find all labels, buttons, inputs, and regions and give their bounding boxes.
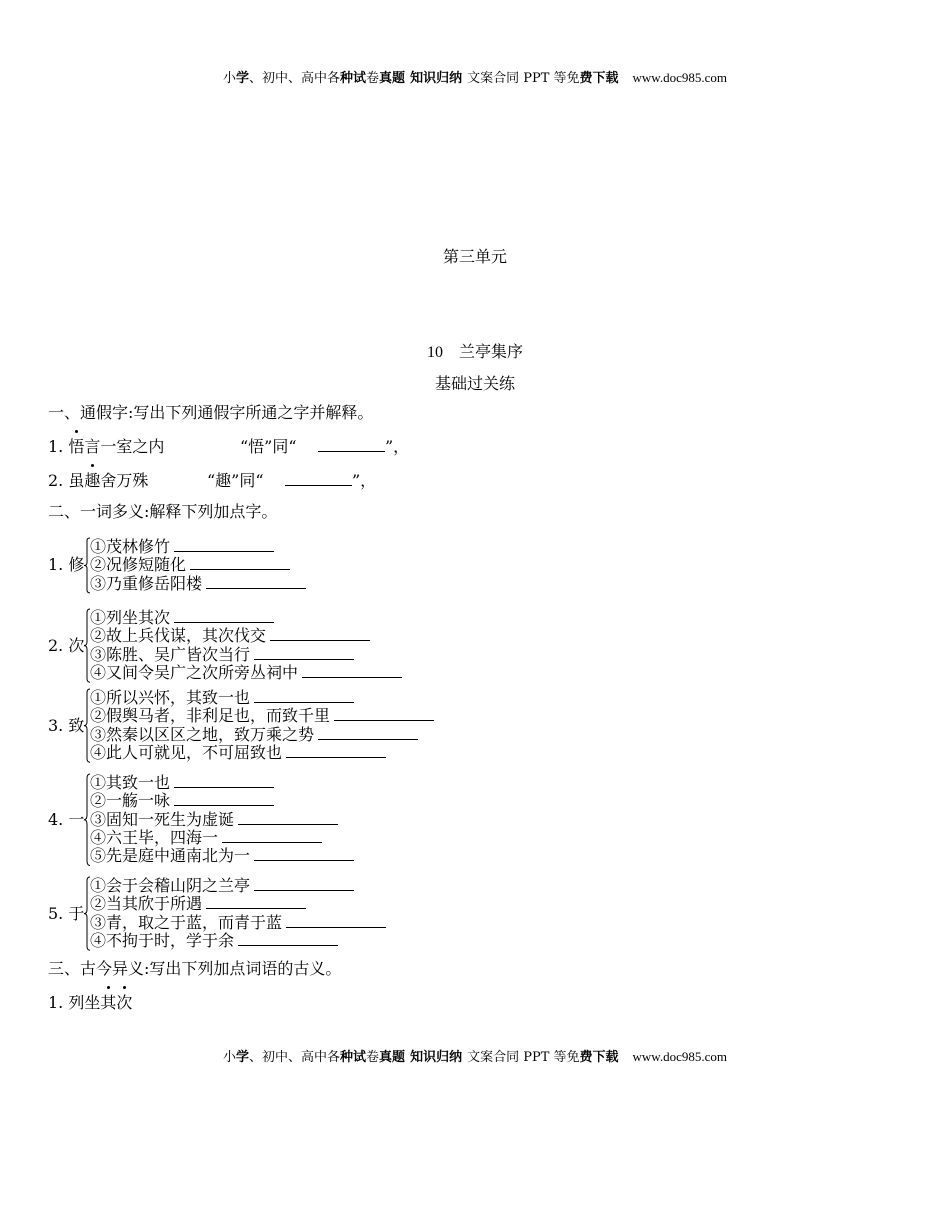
sense-sentence: ④不拘于时，学于余 [90, 930, 235, 950]
sense-item [90, 689, 434, 707]
banner-text: 知识归纳 [410, 71, 463, 86]
group-label: 4. 一 [48, 809, 85, 829]
banner-text: 小 [222, 1050, 236, 1065]
sense-item [90, 744, 434, 762]
practice-subtitle: 基础过关练 [434, 374, 515, 393]
dotted-char: 悟 [68, 437, 85, 456]
item-text: 舍万殊 [100, 471, 149, 490]
group-items [90, 538, 306, 593]
site-banner-footer [0, 1048, 950, 1067]
answer-blank [174, 787, 274, 788]
answer-blank [318, 451, 385, 452]
answer-prompt-end: ”， [352, 471, 377, 490]
banner-text: 种试 [340, 1050, 367, 1065]
answer-blank [254, 860, 354, 861]
sense-item [90, 556, 306, 574]
answer-prompt: “趣”同“ [207, 471, 264, 490]
polysemy-group [48, 689, 434, 762]
banner-text: 、初中、高中各 [249, 1050, 341, 1065]
answer-blank [318, 739, 418, 740]
group-label: 1. 修 [48, 555, 85, 575]
answer-blank [302, 677, 402, 678]
group-items [90, 689, 434, 762]
item-text: 2. 虽 [48, 471, 85, 490]
banner-text: 知识归纳 [410, 1050, 463, 1065]
sense-item [90, 538, 306, 556]
group-label: 3. 致 [48, 715, 85, 735]
sense-item [90, 707, 434, 725]
answer-prompt-end: ”， [385, 437, 410, 456]
lesson-heading [0, 343, 950, 362]
answer-blank [206, 908, 306, 909]
sense-sentence: ①会于会稽山阴之兰亭 [90, 876, 251, 895]
sense-item [90, 774, 354, 792]
banner-url: www.doc985.com [632, 70, 728, 85]
sense-sentence: ③陈胜、吴广皆次当行 [90, 644, 251, 664]
brace-icon [84, 538, 90, 593]
banner-text: 费下载 [579, 71, 619, 86]
tongjia-answer [207, 472, 376, 490]
lesson-number: 10 [426, 344, 443, 361]
answer-blank [222, 842, 322, 843]
sense-item [90, 792, 354, 810]
sense-sentence: ①茂林修竹 [90, 537, 171, 556]
polysemy-group [48, 538, 306, 593]
unit-title: 第三单元 [442, 247, 507, 266]
brace-icon [84, 877, 90, 950]
polysemy-group [48, 609, 402, 682]
sense-item [90, 609, 402, 627]
sense-sentence: ②一觞一咏 [90, 791, 171, 811]
sense-sentence: ⑤先是庭中通南北为一 [90, 846, 251, 866]
banner-text: 学 [235, 1050, 249, 1065]
lesson-title: 兰亭集序 [458, 342, 523, 361]
sense-sentence: ③乃重修岳阳楼 [90, 573, 203, 593]
answer-blank [286, 757, 386, 758]
group-items [90, 609, 402, 682]
answer-blank [254, 890, 354, 891]
section-heading-tongjia: 一、通假字:写出下列通假字所通之字并解释。 [48, 403, 374, 422]
banner-text: 、初中、高中各 [249, 71, 341, 86]
sense-sentence: ③固知一死生为虚诞 [90, 809, 235, 829]
item-text: 1. [48, 437, 69, 456]
sense-sentence: ②当其欣于所遇 [90, 894, 203, 914]
banner-text: 费下载 [579, 1050, 619, 1065]
sense-sentence: ①所以兴怀，其致一也 [90, 688, 251, 707]
banner-text: 真题 [379, 1050, 406, 1065]
brace-icon [84, 609, 90, 682]
group-items [90, 877, 386, 950]
tongjia-item [48, 471, 377, 490]
tongjia-answer [240, 438, 409, 456]
polysemy-group [48, 877, 386, 950]
site-banner-header [0, 69, 950, 88]
answer-blank [190, 569, 290, 570]
sense-item [90, 575, 306, 593]
polysemy-group [48, 774, 354, 865]
tongjia-item [48, 437, 410, 456]
brace-icon [84, 689, 90, 762]
dotted-char: 趣 [84, 471, 101, 490]
sense-sentence: ②故上兵伐谋，其次伐交 [90, 626, 267, 646]
banner-text: 种试 [340, 71, 367, 86]
sense-item [90, 664, 402, 682]
answer-blank [254, 659, 354, 660]
sense-sentence: ②假舆马者，非利足也，而致千里 [90, 706, 331, 726]
brace-icon [84, 774, 90, 865]
answer-blank [174, 805, 274, 806]
banner-text: 文案合同 PPT 等免 [467, 1050, 580, 1065]
dotted-char: 其 [100, 993, 117, 1012]
answer-blank [254, 702, 354, 703]
sense-item [90, 877, 386, 895]
banner-text: 卷 [366, 71, 380, 86]
sense-item [90, 811, 354, 829]
sense-item [90, 895, 386, 913]
sense-sentence: ④又间令吴广之次所旁丛祠中 [90, 662, 299, 682]
answer-blank [286, 927, 386, 928]
answer-blank [238, 824, 338, 825]
group-label: 5. 于 [48, 903, 85, 923]
answer-prompt: “悟”同“ [240, 437, 297, 456]
sense-sentence: ④此人可就见，不可屈致也 [90, 742, 283, 762]
answer-blank [238, 945, 338, 946]
sense-sentence: ③然秦以区区之地，致万乘之势 [90, 724, 315, 744]
sense-item [90, 646, 402, 664]
item-text: 1. 列坐 [48, 993, 101, 1012]
sense-item [90, 627, 402, 645]
item-text: 言一室之内 [84, 437, 165, 456]
answer-blank [334, 720, 434, 721]
banner-text: 文案合同 PPT 等免 [467, 71, 580, 86]
answer-blank [206, 588, 306, 589]
ancient-meaning-item [48, 994, 132, 1012]
banner-text: 卷 [366, 1050, 380, 1065]
sense-sentence: ①其致一也 [90, 773, 171, 792]
sense-sentence: ①列坐其次 [90, 608, 171, 627]
answer-blank [174, 622, 274, 623]
answer-blank [270, 640, 370, 641]
banner-text: 学 [235, 71, 249, 86]
sense-item [90, 932, 386, 950]
section-heading-ancient-meaning: 三、古今异义:写出下列加点词语的古义。 [48, 959, 342, 978]
banner-text: 真题 [379, 71, 406, 86]
dotted-char: 次 [116, 993, 133, 1012]
sense-sentence: ②况修短随化 [90, 555, 187, 575]
banner-url: www.doc985.com [632, 1049, 728, 1064]
section-heading-polysemy: 二、一词多义:解释下列加点字。 [48, 502, 278, 521]
sense-item [90, 914, 386, 932]
sense-item [90, 847, 354, 865]
answer-blank [285, 485, 352, 486]
sense-sentence: ③青，取之于蓝，而青于蓝 [90, 912, 283, 932]
group-label: 2. 次 [48, 635, 85, 655]
group-items [90, 774, 354, 865]
banner-text: 小 [222, 71, 236, 86]
sense-sentence: ④六王毕，四海一 [90, 827, 219, 847]
answer-blank [174, 551, 274, 552]
sense-item [90, 726, 434, 744]
sense-item [90, 829, 354, 847]
